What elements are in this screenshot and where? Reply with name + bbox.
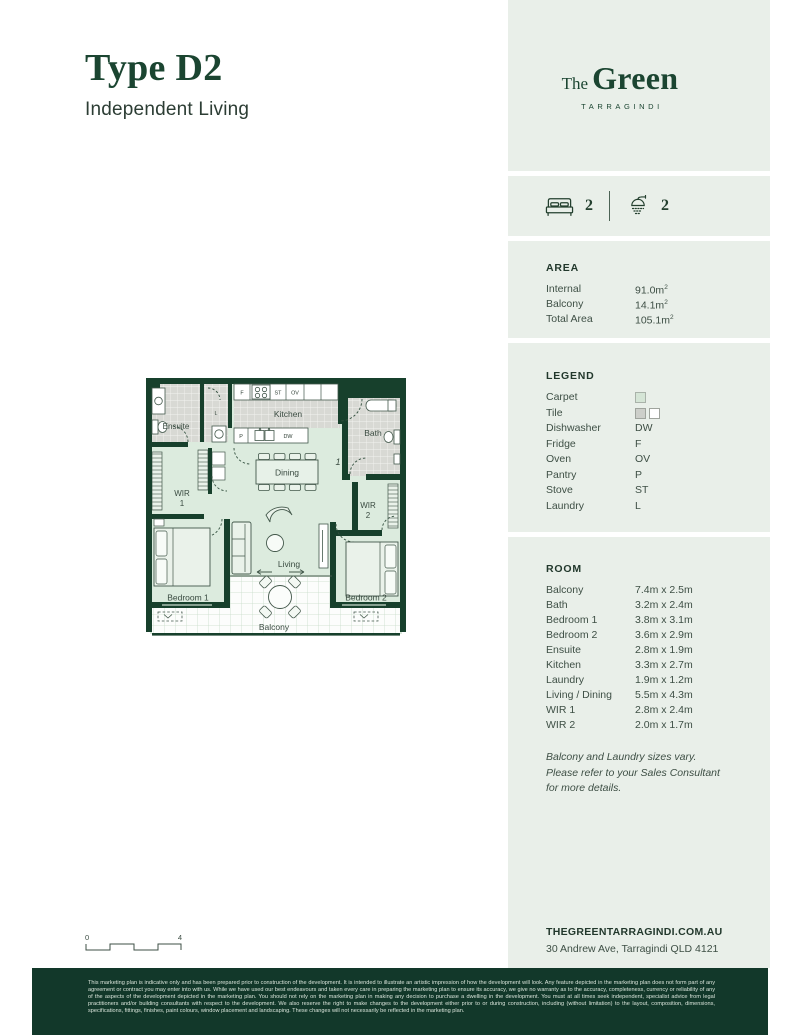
carpet-swatch (635, 392, 646, 403)
bed-1 (154, 519, 210, 586)
tile-swatch-filled (635, 408, 646, 419)
room-row: Bath 3.2m x 2.4m (546, 599, 693, 611)
header (85, 46, 249, 121)
oven-code: OV (291, 390, 299, 397)
room-row: Kitchen 3.3m x 2.7m (546, 659, 693, 671)
wardrobe-rail (388, 484, 398, 528)
legend-heading: LEGEND (546, 370, 595, 382)
sidebar (508, 0, 770, 968)
bedroom2-label: Bedroom 2 (345, 592, 387, 603)
area-panel (508, 241, 770, 338)
area-row-value: $14.1m^2$ (635, 299, 668, 312)
logo-location: TARRAGINDI (581, 102, 663, 111)
legend-panel (508, 343, 770, 532)
area-row-value: $105.1m^2$ (635, 314, 674, 327)
tv-unit (319, 524, 328, 568)
svg-text:2: 2 (365, 511, 371, 520)
dishwasher-code: DW (283, 434, 293, 440)
brand-logo (508, 0, 770, 171)
legend-row: Laundry L (546, 499, 641, 512)
fridge-code: F (240, 390, 244, 397)
laundry-code: L (214, 411, 218, 417)
room-row: WIR 1 2.8m x 2.4m (546, 704, 693, 716)
dining-label: Dining (274, 467, 300, 478)
balcony-label: Balcony (258, 622, 290, 632)
legend-row: Oven OV (546, 453, 651, 465)
wir1-label: WIR (174, 489, 190, 498)
wardrobe-rail (152, 452, 162, 510)
scale-start: 0 (85, 933, 90, 942)
bedroom-count: 2 (585, 197, 593, 214)
bathroom-count: 2 (661, 197, 669, 214)
room-panel (508, 537, 770, 968)
scale-ruler (85, 942, 183, 954)
legend-row: Fridge F (546, 437, 642, 450)
window (342, 604, 386, 605)
room-row: Bedroom 1 3.8m x 3.1m (546, 614, 693, 626)
stats-divider (609, 191, 610, 221)
window (162, 604, 212, 605)
kitchen-counter (234, 384, 338, 400)
legend-row: Carpet (546, 390, 770, 406)
door-number: 1 (335, 457, 341, 467)
room-row: Bedroom 2 3.6m x 2.9m (546, 629, 693, 641)
legend-row: Stove ST (546, 484, 649, 496)
svg-text:1: 1 (179, 499, 185, 508)
linen-cupboard (212, 467, 225, 480)
street-address: 30 Andrew Ave, Tarragindi QLD 4121 (546, 943, 719, 955)
sofa (232, 522, 251, 574)
disclaimer-text: This marketing plan is indicative only and has been prepared prior to construction of the development. It is intended to illustrate an artistic impression of how the development will look. Any feature depicted in the marketing plan does not form part of any agreement or contract you may enter into with us. While we have used our best endeavours and taken every care in preparing the marketing plan to ensure its accuracy, we give no warranty as to the accuracy, completeness, currency or reliability of any of the aspects of the development depicted in the marketing plan. You should not rely on the marketing plan in making any decision to purchase a dwelling in the development. You must at all times seek independent, specialist advice from legal practitioners and/or building consultants with respect to the development. We also reserve the right to make changes to the development either prior to or during construction, including (without limitation) to the layout, composition, dimensions, specifications, fittings, finishes, paint colours, window placement and landscaping. These changes will not necessarily be reflected in the marketing plan. (88, 980, 715, 1014)
contact-block (546, 926, 722, 955)
page-title: Type D2 (85, 47, 223, 89)
stove-code: ST (274, 390, 282, 397)
area-row-label: Total Area (546, 313, 593, 325)
legend-row: Dishwasher DW (546, 422, 653, 434)
area-row-value: $91.0m^2$ (635, 284, 668, 297)
room-heading: ROOM (546, 563, 582, 575)
room-row: Ensuite 2.8m x 1.9m (546, 644, 693, 656)
shower-icon (626, 195, 650, 218)
coffee-table (267, 535, 284, 552)
wir2-label: WIR (360, 501, 376, 510)
kitchen-label: Kitchen (273, 409, 303, 419)
kitchen-island (234, 428, 308, 443)
bed-2 (346, 542, 398, 596)
area-row-label: Internal (546, 283, 582, 295)
logo-name: Green (592, 60, 679, 96)
page-subtitle: Independent Living (85, 99, 250, 120)
bed-icon (545, 195, 574, 217)
tile-swatch-empty (649, 408, 660, 419)
scale-bar (85, 933, 185, 957)
area-row-label: Balcony (546, 298, 584, 310)
laundry-tub (212, 426, 226, 442)
floorplan-svg (142, 372, 410, 645)
living-label: Living (277, 559, 301, 569)
area-heading: AREA (546, 262, 579, 274)
legend-row: Tile (546, 406, 770, 422)
area-row (546, 312, 770, 327)
footer-bar (32, 968, 768, 1035)
room-row: Laundry 1.9m x 1.2m (546, 674, 693, 686)
stove-icon (252, 385, 270, 399)
logo-the: The (561, 74, 589, 93)
bath-label: Bath (364, 428, 382, 438)
bedroom1-label: Bedroom 1 (167, 592, 209, 603)
ensuite-label: Ensuite (162, 422, 190, 431)
room-row: Balcony 7.4m x 2.5m (546, 584, 693, 596)
linen-cupboard (212, 452, 225, 465)
scale-end: 4 (177, 933, 182, 942)
website-url: THEGREENTARRAGINDI.COM.AU (546, 926, 723, 938)
pantry-code: P (239, 434, 243, 440)
stats-panel (508, 176, 770, 236)
room-row: Living / Dining 5.5m x 4.3m (546, 689, 693, 701)
room-row: WIR 2 2.0m x 1.7m (546, 719, 693, 731)
wardrobe-rail (198, 450, 208, 490)
floorplan (142, 372, 410, 645)
logo-wordmark (562, 60, 679, 97)
legend-row: Pantry P (546, 468, 643, 481)
sizes-note: Balcony and Laundry sizes vary. Please refer to your Sales Consultant for more details. (546, 751, 720, 794)
